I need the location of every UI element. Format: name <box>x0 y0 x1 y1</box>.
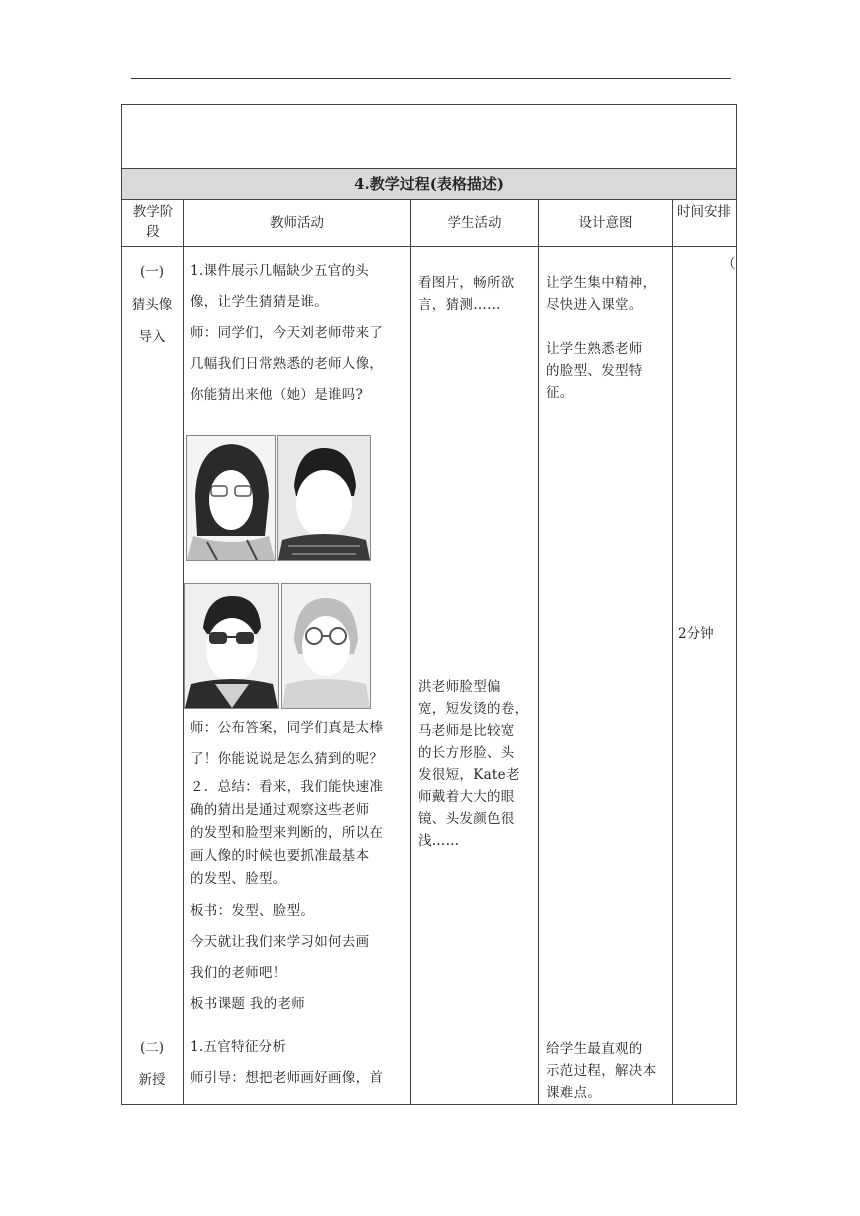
teacher-portrait-4 <box>281 583 371 709</box>
section-title: 4.教学过程(表格描述) <box>354 175 504 193</box>
teacher-activity-features: 1.五官特征分析 师引导：想把老师画好画像，首 <box>190 1039 384 1086</box>
teacher-activity-intro: 1.课件展示几幅缺少五官的头 像，让学生猜猜是谁。 师：同学们，今天刘老师带来了 几幅我们日常熟悉的老师人像， 你能猜出来他（她）是谁吗? <box>190 263 384 403</box>
header-intent: 设计意图 <box>578 215 633 231</box>
student-activity-describe: 洪老师脸型偏 宽，短发烫的卷， 马老师是比较宽 的长方形脸、头 发很短，Kate老 师戴着大大的眼 镜、头发颜色很 浅…… <box>418 679 529 849</box>
header-student: 学生活动 <box>447 215 502 231</box>
teacher-activity-answer: 师：公布答案，同学们真是太棒 了！你能说说是怎么猜到的呢？ <box>190 720 384 767</box>
design-intent-features: 让学生熟悉老师 的脸型、发型特 征。 <box>546 341 643 401</box>
time-duration: 2分钟 <box>678 626 714 642</box>
teacher-activity-summary: ２．总结：看来，我们能快速准 确的猜出是通过观察这些老师 的发型和脸型来判断的，所以在 画人像的时候也要抓准最基本 的发型、脸型。 <box>190 779 384 887</box>
header-rule <box>131 78 731 79</box>
design-intent-focus: 让学生集中精神， 尽快进入课堂。 <box>546 275 657 313</box>
student-activity-guess: 看图片，畅所欲 言，猜测…… <box>418 275 515 313</box>
design-intent-demo: 给学生最直观的 示范过程，解决本 课难点。 <box>546 1041 657 1101</box>
teacher-activity-board: 板书：发型、脸型。 今天就让我们来学习如何去画 我们的老师吧！ 板书课题 我的老师 <box>190 903 370 1012</box>
stage-1-name-line2: 导入 <box>138 329 166 345</box>
teacher-portrait-1 <box>186 435 276 561</box>
teacher-portrait-3 <box>184 583 279 709</box>
stage-1-number: (一) <box>139 264 165 280</box>
stage-1-name-line1: 猜头像 <box>131 297 173 313</box>
header-stage: 教学阶段 <box>132 204 174 240</box>
teacher-portrait-2 <box>277 435 371 561</box>
header-teacher: 教师活动 <box>270 215 324 231</box>
stage-2-number: (二) <box>139 1040 165 1056</box>
stage-2-name: 新授 <box>138 1072 166 1088</box>
time-open-paren: （ <box>722 256 736 272</box>
header-time: 时间安排 <box>677 204 731 220</box>
